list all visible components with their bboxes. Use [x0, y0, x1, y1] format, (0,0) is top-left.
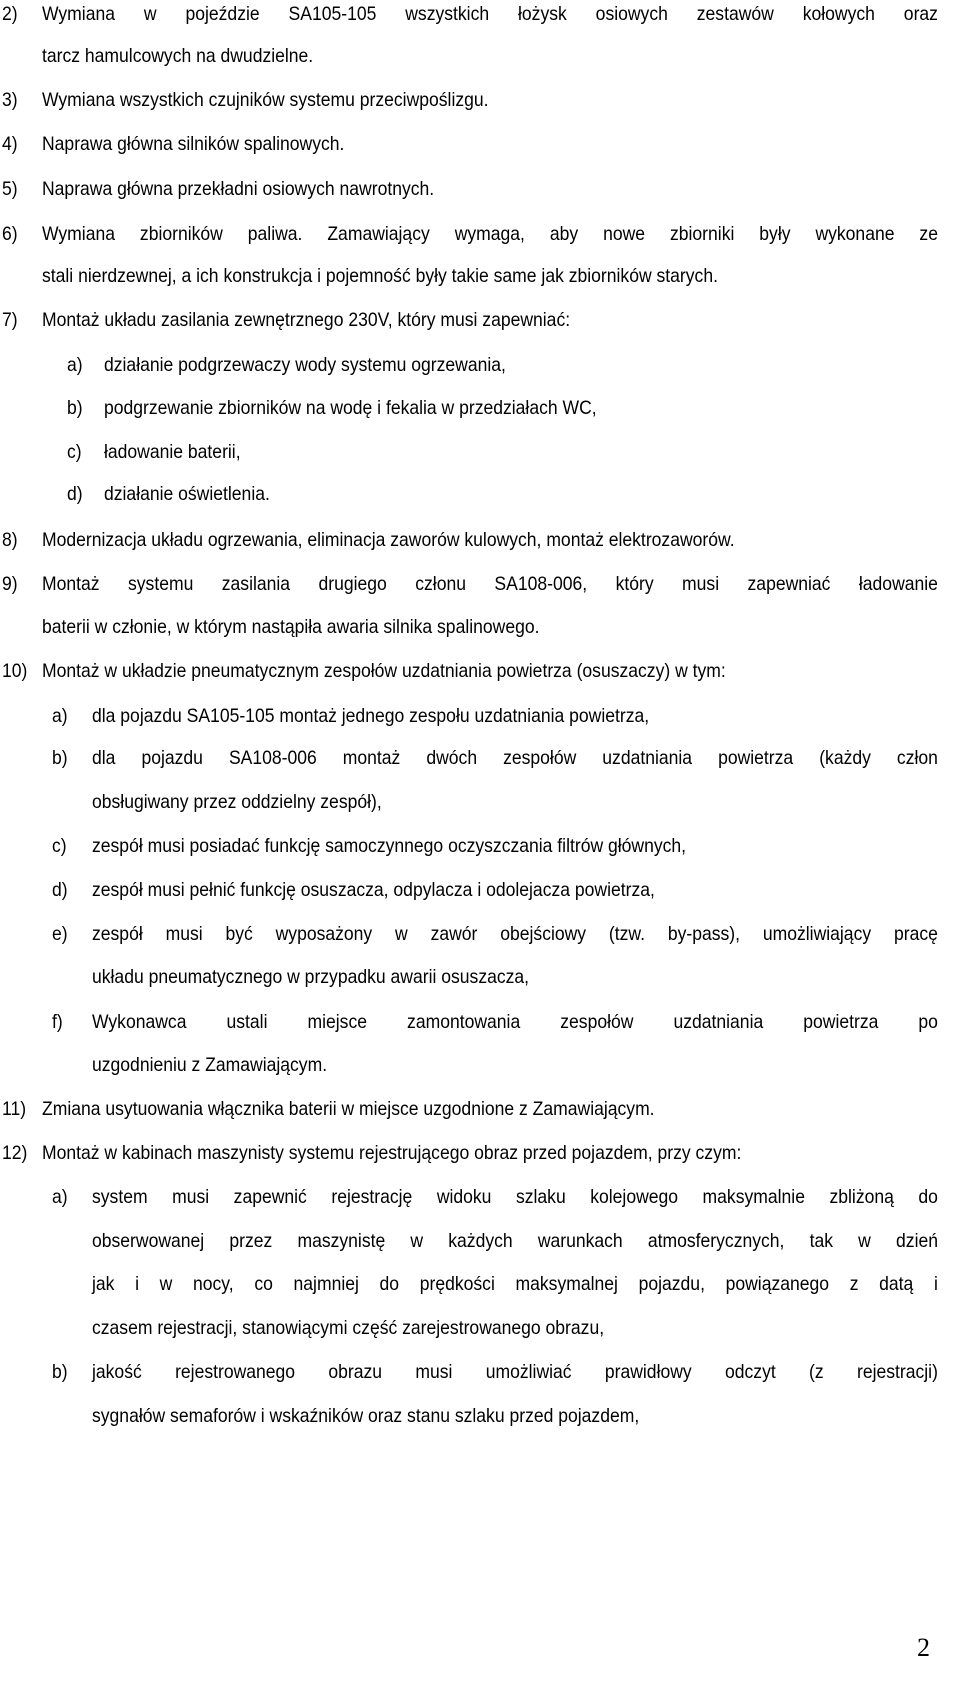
list-marker: a): [52, 1186, 68, 1208]
list-item-text: Montaż systemu zasilania drugiego członu SA108-006, który musi zapewniać ładowanie: [42, 573, 938, 595]
list-item-text: działanie oświetlenia.: [104, 483, 270, 505]
list-item-text: obserwowanej przez maszynistę w każdych warunkach atmosferycznych, tak w dzień: [92, 1230, 938, 1252]
list-marker: 10): [2, 660, 28, 682]
list-item-text: zespół musi posiadać funkcję samoczynnego oczyszczania filtrów głównych,: [92, 835, 687, 857]
list-marker: 7): [2, 309, 18, 331]
list-item-text: Zmiana usytuowania włącznika baterii w miejsce uzgodnione z Zamawiającym.: [42, 1098, 655, 1120]
list-item-text: działanie podgrzewaczy wody systemu ogrzewania,: [104, 354, 506, 376]
list-marker: 3): [2, 89, 18, 111]
list-item-text: tarcz hamulcowych na dwudzielne.: [42, 45, 314, 67]
list-marker: 4): [2, 133, 18, 155]
list-marker: f): [52, 1011, 63, 1033]
list-marker: 2): [2, 3, 18, 25]
list-marker: 11): [2, 1098, 27, 1120]
list-marker: c): [52, 835, 67, 857]
list-item-text: obsługiwany przez oddzielny zespół),: [92, 791, 382, 813]
list-item-text: Naprawa główna przekładni osiowych nawrotnych.: [42, 178, 435, 200]
list-marker: c): [67, 441, 82, 463]
list-item-text: jakość rejestrowanego obrazu musi umożliwiać prawidłowy odczyt (z rejestracji): [92, 1361, 938, 1383]
list-marker: 8): [2, 529, 18, 551]
list-marker: d): [67, 483, 83, 505]
list-marker: b): [52, 1361, 68, 1383]
list-marker: a): [52, 705, 68, 727]
list-item-text: dla pojazdu SA108-006 montaż dwóch zespołów uzdatniania powietrza (każdy człon: [92, 747, 938, 769]
list-item-text: stali nierdzewnej, a ich konstrukcja i pojemność były takie same jak zbiorników starych.: [42, 265, 718, 287]
page-number: 2: [917, 1633, 930, 1662]
list-item-text: Montaż w kabinach maszynisty systemu rejestrującego obraz przed pojazdem, przy czym:: [42, 1142, 742, 1164]
list-marker: b): [52, 747, 68, 769]
list-item-text: Wymiana wszystkich czujników systemu przeciwpoślizgu.: [42, 89, 489, 111]
list-item-text: ładowanie baterii,: [104, 441, 241, 463]
list-marker: e): [52, 923, 68, 945]
list-item-text: dla pojazdu SA105-105 montaż jednego zespołu uzdatniania powietrza,: [92, 705, 650, 727]
list-marker: 5): [2, 178, 18, 200]
list-item-text: Wymiana zbiorników paliwa. Zamawiający wymaga, aby nowe zbiorniki były wykonane ze: [42, 223, 938, 245]
list-item-text: jak i w nocy, co najmniej do prędkości maksymalnej pojazdu, powiązanego z datą i: [92, 1273, 938, 1295]
list-item-text: Wymiana w pojeździe SA105-105 wszystkich łożysk osiowych zestawów kołowych oraz: [42, 3, 938, 25]
list-item-text: system musi zapewnić rejestrację widoku szlaku kolejowego maksymalnie zbliżoną do: [92, 1186, 938, 1208]
list-item-text: Naprawa główna silników spalinowych.: [42, 133, 345, 155]
list-item-text: uzgodnieniu z Zamawiającym.: [92, 1054, 328, 1076]
list-item-text: Montaż układu zasilania zewnętrznego 230V, który musi zapewniać:: [42, 309, 571, 331]
list-marker: b): [67, 397, 83, 419]
list-marker: d): [52, 879, 68, 901]
list-item-text: układu pneumatycznego w przypadku awarii osuszacza,: [92, 966, 530, 988]
list-item-text: podgrzewanie zbiorników na wodę i fekalia w przedziałach WC,: [104, 397, 597, 419]
list-marker: 6): [2, 223, 18, 245]
list-marker: 12): [2, 1142, 28, 1164]
list-marker: a): [67, 354, 83, 376]
list-item-text: Modernizacja układu ogrzewania, eliminacja zaworów kulowych, montaż elektrozaworów.: [42, 529, 735, 551]
list-item-text: Wykonawca ustali miejsce zamontowania zespołów uzdatniania powietrza po: [92, 1011, 938, 1033]
list-item-text: czasem rejestracji, stanowiącymi część zarejestrowanego obrazu,: [92, 1317, 605, 1339]
list-item-text: zespół musi być wyposażony w zawór obejściowy (tzw. by-pass), umożliwiający pracę: [92, 923, 938, 945]
list-marker: 9): [2, 573, 18, 595]
list-item-text: baterii w członie, w którym nastąpiła awaria silnika spalinowego.: [42, 616, 540, 638]
list-item-text: zespół musi pełnić funkcję osuszacza, odpylacza i odolejacza powietrza,: [92, 879, 655, 901]
list-item-text: Montaż w układzie pneumatycznym zespołów uzdatniania powietrza (osuszaczy) w tym:: [42, 660, 726, 682]
list-item-text: sygnałów semaforów i wskaźników oraz stanu szlaku przed pojazdem,: [92, 1405, 640, 1427]
